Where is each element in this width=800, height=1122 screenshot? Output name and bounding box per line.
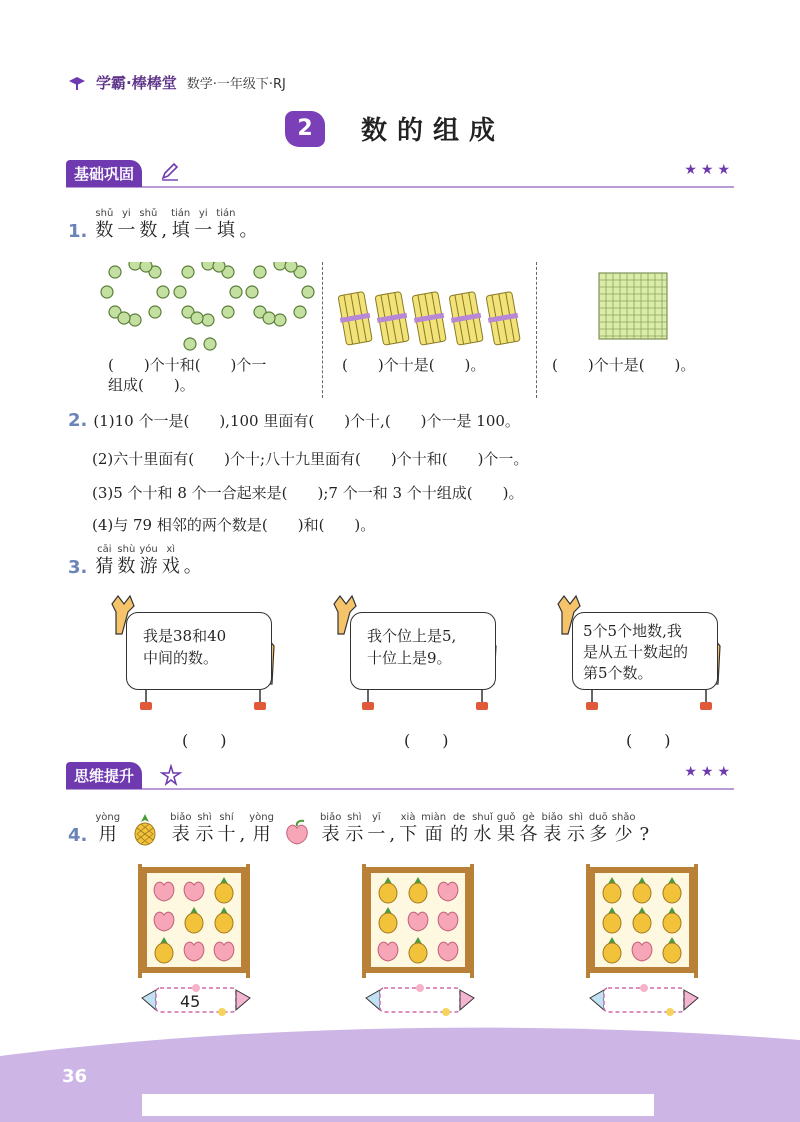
answer-blank: ( ) — [626, 731, 671, 750]
q1-a-blank-line1: ( )个十和( )个一 — [108, 356, 267, 374]
ruby-char: tián 填 — [171, 208, 191, 241]
peach-icon — [408, 912, 428, 931]
bead-rings-illustration — [100, 262, 315, 352]
ruby-char: yi 一 — [194, 208, 213, 241]
pencil-icon — [160, 162, 180, 182]
ruby-char: 。 — [183, 556, 202, 577]
ruby-char: guǒ 果 — [496, 812, 516, 845]
ruby-char: shì 示 — [195, 812, 214, 845]
ruby-char: xì 戏 — [161, 544, 180, 577]
ruby-char: shù 数 — [117, 544, 136, 577]
page-header — [68, 72, 286, 93]
ruby-char: duō 多 — [588, 812, 608, 845]
ruby-char: de 的 — [450, 812, 469, 845]
giraffe-card — [572, 612, 718, 690]
fruit-board — [140, 864, 248, 978]
ruby-char: shǎo 少 — [611, 812, 636, 845]
fruit-board — [364, 864, 472, 978]
giraffe-card — [350, 612, 496, 690]
dashed-divider — [322, 262, 323, 398]
card-line: 是从五十数起的 — [583, 643, 689, 661]
ruby-char: yóu 游 — [139, 544, 158, 577]
ruby-char: 。 — [239, 220, 258, 241]
hundred-grid-illustration — [598, 272, 670, 342]
ruby-char: yi 一 — [117, 208, 136, 241]
peach-icon — [438, 912, 458, 931]
ruby-char: shì 示 — [345, 812, 364, 845]
ruby-char: , — [239, 824, 246, 845]
lesson-number: 2 — [285, 111, 325, 147]
ruby-char: , — [161, 220, 168, 241]
lesson-heading — [285, 110, 505, 147]
section-basic-label: 基础巩固 — [66, 160, 142, 187]
peach-icon — [184, 882, 204, 901]
section-basic — [66, 160, 734, 188]
ruby-char: biǎo 表 — [319, 812, 342, 845]
candy-answer-box — [590, 984, 698, 1016]
fruit-board — [588, 864, 696, 978]
question-number: 2. — [68, 410, 88, 431]
peach-icon — [214, 942, 234, 961]
ruby-char: shǔ 数 — [139, 208, 158, 241]
footer-blank-box — [142, 1094, 654, 1116]
answer-blank: ( ) — [404, 731, 449, 750]
card-line: 中间的数。 — [143, 649, 219, 667]
giraffe-card — [126, 612, 272, 690]
fruit-boards — [0, 860, 800, 1030]
card-line: 5个5个地数,我 — [583, 622, 682, 640]
peach-icon — [282, 818, 312, 846]
board-answer: 45 — [180, 992, 201, 1011]
question-1-title — [68, 208, 259, 242]
ruby-char: shuǐ 水 — [472, 812, 493, 845]
ruby-char: biǎo 表 — [541, 812, 563, 845]
peach-icon — [184, 942, 204, 961]
ruby-char: yī 一 — [367, 812, 386, 845]
page-number: 36 — [62, 1066, 88, 1087]
ruby-char: shǔ 数 — [95, 208, 114, 241]
ruby-char: shí 十 — [217, 812, 236, 845]
peach-icon — [632, 942, 652, 961]
pineapple-icon — [128, 812, 162, 846]
question-2-item-4: (4)与 79 相邻的两个数是( )和( )。 — [92, 516, 376, 534]
ruby-char: cāi 猜 — [95, 544, 114, 577]
question-2-item-3: (3)5 个十和 8 个一合起来是( );7 个一和 3 个十组成( )。 — [92, 484, 524, 502]
candy-answer-box — [366, 984, 474, 1016]
q1-b-blank: ( )个十是( )。 — [342, 356, 486, 374]
ruby-char: miàn 面 — [421, 812, 447, 845]
card-line: 我是38和40 — [143, 627, 227, 645]
difficulty-stars: ★★★ — [684, 764, 734, 780]
graduation-cap-icon — [68, 74, 86, 92]
brand-name: 学霸·棒棒堂 — [96, 74, 177, 92]
ruby-char: yòng 用 — [249, 812, 274, 845]
question-number: 3. — [68, 557, 88, 578]
section-thinking-label: 思维提升 — [66, 762, 142, 789]
ruby-char: xià 下 — [399, 812, 418, 845]
card-line: 我个位上是5, — [367, 627, 457, 645]
question-2-item-2: (2)六十里面有( )个十;八十九里面有( )个十和( )个一。 — [92, 450, 529, 468]
ruby-char: yòng 用 — [95, 812, 121, 845]
question-4-title — [68, 812, 651, 846]
ruby-char: , — [389, 824, 396, 845]
ruby-char: gè 各 — [519, 812, 538, 845]
stick-bundles-illustration — [330, 290, 530, 350]
q1-c-blank: ( )个十是( )。 — [552, 356, 696, 374]
question-number: 1. — [68, 221, 88, 242]
question-2-item-1 — [68, 410, 520, 431]
ruby-char: tián 填 — [216, 208, 236, 241]
q1-a-blank-line2: 组成( )。 — [108, 376, 195, 394]
peach-icon — [438, 942, 458, 961]
lesson-title: 数的组成 — [361, 116, 506, 146]
question-3-title — [68, 544, 204, 578]
peach-icon — [378, 942, 398, 961]
card-line: 十位上是9。 — [367, 649, 452, 667]
ruby-char: ? — [639, 824, 650, 845]
card-line: 第5个数。 — [583, 664, 653, 682]
peach-icon — [154, 882, 174, 901]
difficulty-stars: ★★★ — [684, 162, 734, 178]
peach-icon — [154, 912, 174, 931]
ruby-char: biǎo 表 — [170, 812, 192, 845]
ruby-char: shì 示 — [566, 812, 585, 845]
section-thinking — [66, 762, 734, 790]
star-sparkle-icon — [160, 764, 182, 786]
book-subtitle: 数学·一年级下·RJ — [186, 77, 286, 92]
dashed-divider — [536, 262, 537, 398]
peach-icon — [438, 882, 458, 901]
q2-item-text: (1)10 个一是( ),100 里面有( )个十,( )个一是 100。 — [93, 412, 520, 430]
answer-blank: ( ) — [182, 731, 227, 750]
question-number: 4. — [68, 825, 88, 846]
